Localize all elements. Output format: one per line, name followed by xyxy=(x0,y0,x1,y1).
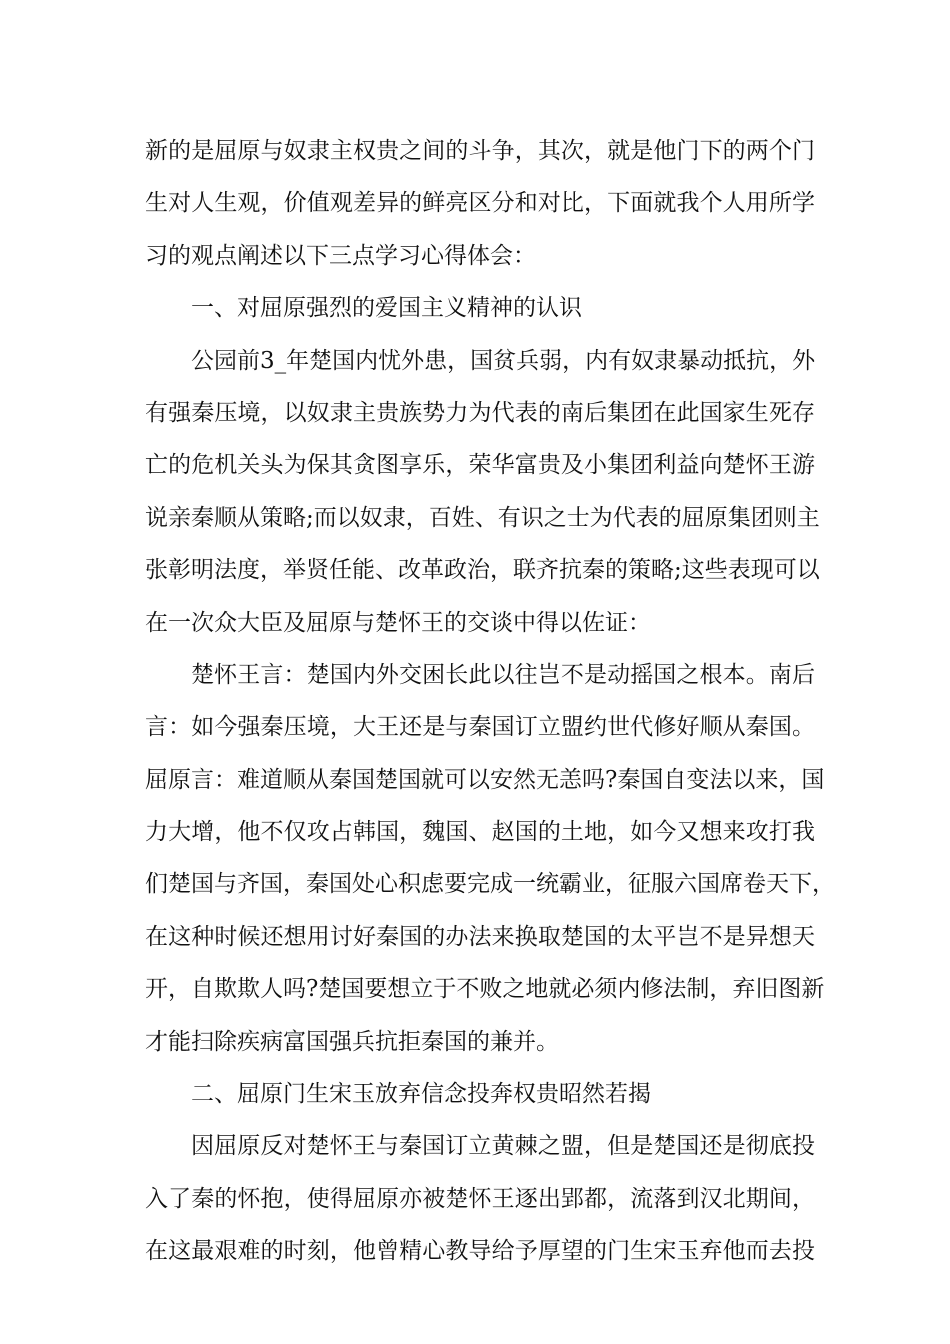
document-body xyxy=(145,125,835,1278)
text-line: 在一次众大臣及屈原与楚怀王的交谈中得以佐证： xyxy=(145,609,651,636)
text-line: 新的是屈原与奴隶主权贵之间的斗争，其次，就是他门下的两个门 xyxy=(145,138,815,164)
text-line: 们楚国与齐国，秦国处心积虑要完成一统霸业，征服六国席卷天下， xyxy=(145,871,835,898)
text-line: 习的观点阐述以下三点学习心得体会： xyxy=(145,242,536,269)
paragraph-first-line: 楚怀王言：楚国内外交困长此以往岂不是动摇国之根本。南后 xyxy=(191,661,815,688)
text-line: 力大增，他不仅攻占韩国，魏国、赵国的土地，如今又想来攻打我 xyxy=(145,819,815,846)
text-line: 有强秦压境，以奴隶主贵族势力为代表的南后集团在此国家生死存 xyxy=(145,399,815,426)
text-line: 开，自欺欺人吗?楚国要想立于不败之地就必须内修法制，弃旧图新 xyxy=(145,976,825,1003)
text-line: 入了秦的怀抱，使得屈原亦被楚怀王逐出郢都，流落到汉北期间， xyxy=(145,1185,815,1212)
text-line: 在这最艰难的时刻，他曾精心教导给予厚望的门生宋玉弃他而去投 xyxy=(145,1238,815,1265)
text-line: 屈原言：难道顺从秦国楚国就可以安然无恙吗?秦国自变法以来，国 xyxy=(145,766,825,793)
paragraph-first-line: 因屈原反对楚怀王与秦国订立黄棘之盟，但是楚国还是彻底投 xyxy=(191,1133,815,1160)
paragraph-first-line: 公园前3_年楚国内忧外患，国贫兵弱，内有奴隶暴动抵抗，外 xyxy=(191,347,816,374)
paragraph-first-line: 一、对屈原强烈的爱国主义精神的认识 xyxy=(191,295,582,322)
text-line: 才能扫除疾病富国强兵抗拒秦国的兼并。 xyxy=(145,1028,559,1055)
text-line: 张彰明法度，举贤任能、改革政治，联齐抗秦的策略;这些表现可以 xyxy=(145,557,820,584)
text-line: 生对人生观，价值观差异的鲜亮区分和对比，下面就我个人用所学 xyxy=(145,190,815,217)
text-line: 说亲秦顺从策略;而以奴隶，百姓、有识之士为代表的屈原集团则主 xyxy=(145,504,820,531)
text-line: 亡的危机关头为保其贪图享乐，荣华富贵及小集团利益向楚怀王游 xyxy=(145,452,815,479)
paragraph-first-line: 二、屈原门生宋玉放弃信念投奔权贵昭然若揭 xyxy=(191,1081,651,1108)
text-line: 言：如今强秦压境，大王还是与秦国订立盟约世代修好顺从秦国。 xyxy=(145,714,815,741)
text-line: 在这种时候还想用讨好秦国的办法来换取楚国的太平岂不是异想天 xyxy=(145,923,815,950)
